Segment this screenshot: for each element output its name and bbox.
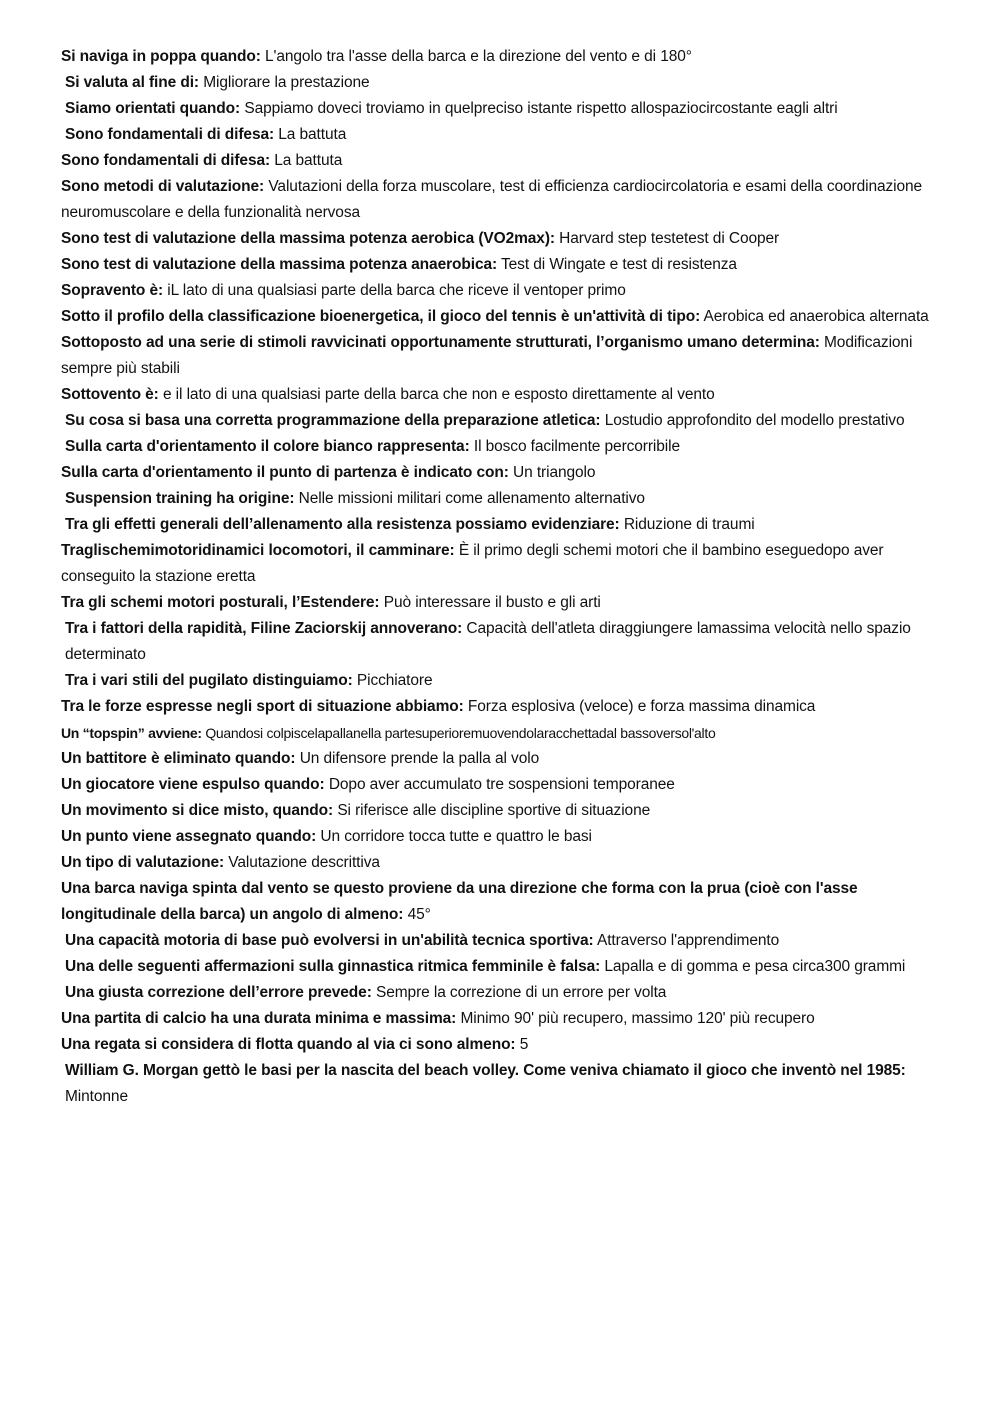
qa-entry [61,668,930,694]
question: Su cosa si basa una corretta programmazione della preparazione atletica: [65,412,601,429]
question: Una regata si considera di flotta quando al via ci sono almeno: [61,1036,516,1053]
answer: Dopo aver accumulato tre sospensioni temporanee [328,776,675,793]
question: Traglischemimotoridinamici locomotori, il camminare: [61,542,455,559]
answer: Valutazione descrittiva [228,854,380,871]
answer: Forza esplosiva (veloce) e forza massima dinamica [467,698,816,715]
answer: Sappiamo doveci troviamo in quelpreciso istante rispetto allospaziocircostante eagli altri [244,100,838,117]
answer: Minimo 90' più recupero, massimo 120' più recupero [460,1010,815,1027]
answer: L'angolo tra l'asse della barca e la direzione del vento e di 180° [264,48,692,65]
qa-entry [61,772,930,798]
question: Una partita di calcio ha una durata minima e massima: [61,1010,457,1027]
qa-entry [61,512,930,538]
qa-entry [61,824,930,850]
question: Sottoposto ad una serie di stimoli ravvicinati opportunamente strutturati, l’organismo umano determina: [61,334,820,351]
qa-entry [61,408,930,434]
answer: 45° [407,906,431,923]
answer: Può interessare il busto e gli arti [383,594,601,611]
question: Siamo orientati quando: [65,100,241,117]
qa-entry [61,538,930,590]
answer: Capacità dell'atleta diraggiungere lamassima velocità nello spazio determinato [65,620,911,663]
qa-entry [61,70,930,96]
question: Una delle seguenti affermazioni sulla ginnastica ritmica femminile è falsa: [65,958,601,975]
question: Sono metodi di valutazione: [61,178,265,195]
question: Sopravento è: [61,282,164,299]
qa-entry [61,954,930,980]
answer: Il bosco facilmente percorribile [473,438,681,455]
qa-entry [61,590,930,616]
question: Un “topspin” avviene: [61,725,202,741]
qa-entry [61,486,930,512]
qa-entry [61,122,930,148]
qa-entry [61,460,930,486]
question: Sulla carta d'orientamento il colore bianco rappresenta: [65,438,470,455]
question: William G. Morgan gettò le basi per la nascita del beach volley. Come veniva chiamato il gioco che inventò nel 1985: [65,1062,906,1079]
answer: Lostudio approfondito del modello prestativo [604,412,905,429]
qa-entry [61,876,930,928]
qa-entry [61,746,930,772]
qa-entry [61,980,930,1006]
question: Sottovento è: [61,386,159,403]
qa-entry [61,174,930,226]
question: Sulla carta d'orientamento il punto di partenza è indicato con: [61,464,509,481]
answer: La battuta [274,152,343,169]
question: Si valuta al fine di: [65,74,199,91]
question: Una capacità motoria di base può evolversi in un'abilità tecnica sportiva: [65,932,594,949]
answer: Aerobica ed anaerobica alternata [703,308,929,325]
answer: Sempre la correzione di un errore per volta [375,984,667,1001]
answer: Un corridore tocca tutte e quattro le basi [320,828,592,845]
qa-entry [61,330,930,382]
question: Sono fondamentali di difesa: [61,152,271,169]
answer: Un triangolo [513,464,596,481]
answer: Valutazioni della forza muscolare, test di efficienza cardiocircolatoria e esami della coordinazione neuromuscolare e della funzionalità nervosa [61,178,923,221]
question: Un punto viene assegnato quando: [61,828,317,845]
answer: Migliorare la prestazione [203,74,370,91]
qa-entry [61,96,930,122]
answer: Quandosi colpiscelapallanella partesuperioremuovendolaracchettadal bassoversol'alto [205,725,716,741]
answer: e il lato di una qualsiasi parte della barca che non e esposto direttamente al vento [162,386,715,403]
question: Una giusta correzione dell’errore prevede: [65,984,372,1001]
question: Sotto il profilo della classificazione bioenergetica, il gioco del tennis è un'attività di tipo: [61,308,701,325]
answer: Attraverso l'apprendimento [596,932,780,949]
answer: La battuta [278,126,347,143]
answer: Si riferisce alle discipline sportive di situazione [337,802,651,819]
question: Suspension training ha origine: [65,490,295,507]
qa-entry [61,850,930,876]
question: Si naviga in poppa quando: [61,48,261,65]
question: Sono fondamentali di difesa: [65,126,275,143]
question: Una barca naviga spinta dal vento se questo proviene da una direzione che forma con la prua (cioè con l'asse longitudinale della barca) un angolo di almeno: [61,880,858,923]
question: Un tipo di valutazione: [61,854,225,871]
qa-entry [61,148,930,174]
question: Tra le forze espresse negli sport di situazione abbiamo: [61,698,464,715]
qa-entry [61,434,930,460]
qa-entry [61,304,930,330]
qa-entry [61,616,930,668]
answer: È il primo degli schemi motori che il bambino eseguedopo aver conseguito la stazione eretta [61,542,884,585]
question: Tra gli schemi motori posturali, l’Estendere: [61,594,380,611]
qa-entry [61,44,930,70]
question: Sono test di valutazione della massima potenza aerobica (VO2max): [61,230,555,247]
qa-entry [61,382,930,408]
question: Un giocatore viene espulso quando: [61,776,325,793]
question: Tra i fattori della rapidità, Filine Zaciorskij annoverano: [65,620,463,637]
question: Tra i vari stili del pugilato distinguiamo: [65,672,353,689]
answer: Modificazioni sempre più stabili [61,334,913,377]
answer: Nelle missioni militari come allenamento alternativo [298,490,645,507]
qa-entry [61,694,930,720]
answer: Test di Wingate e test di resistenza [501,256,737,273]
qa-entry [61,720,930,746]
answer: Lapalla e di gomma e pesa circa300 grammi [604,958,906,975]
answer: Mintonne [65,1088,128,1105]
qa-entry [61,1032,930,1058]
qa-entry [61,1058,930,1110]
question: Un movimento si dice misto, quando: [61,802,334,819]
answer: iL lato di una qualsiasi parte della barca che riceve il ventoper primo [167,282,626,299]
qa-entry [61,278,930,304]
qa-entry [61,1006,930,1032]
qa-entry [61,252,930,278]
answer: Harvard step testetest di Cooper [559,230,780,247]
answer: Riduzione di traumi [623,516,755,533]
answer: Picchiatore [356,672,433,689]
answer: 5 [519,1036,529,1053]
qa-entry [61,226,930,252]
qa-entry [61,798,930,824]
answer: Un difensore prende la palla al volo [299,750,540,767]
qa-entry [61,928,930,954]
question: Tra gli effetti generali dell’allenamento alla resistenza possiamo evidenziare: [65,516,620,533]
question: Un battitore è eliminato quando: [61,750,296,767]
question: Sono test di valutazione della massima potenza anaerobica: [61,256,498,273]
